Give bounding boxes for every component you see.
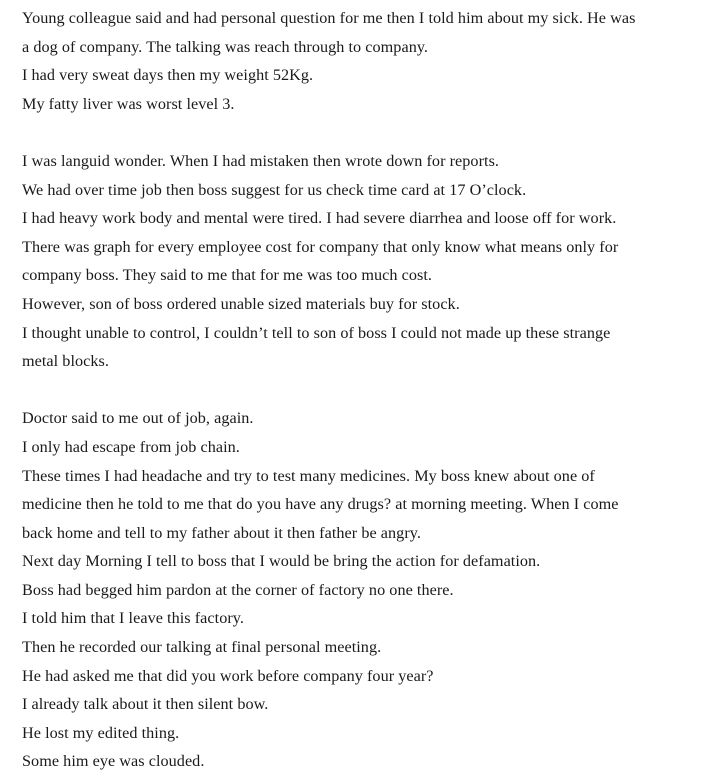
- paragraph-2: [22, 147, 702, 376]
- text-line: However, son of boss ordered unable sized materials buy for stock.: [22, 294, 460, 313]
- text-line: I already talk about it then silent bow.: [22, 695, 269, 714]
- text-line: I had heavy work body and mental were tired. I had severe diarrhea and loose off for work.: [22, 209, 617, 228]
- text-line: He had asked me that did you work before company four year?: [22, 666, 434, 685]
- text-line: Doctor said to me out of job, again.: [22, 409, 254, 428]
- text-line: I had very sweat days then my weight 52Kg.: [22, 66, 314, 85]
- paragraph-3: [22, 404, 702, 776]
- text-line: I was languid wonder. When I had mistaken then wrote down for reports.: [22, 151, 500, 170]
- text-line: My fatty liver was worst level 3.: [22, 94, 235, 113]
- text-line: There was graph for every employee cost for company that only know what means only for: [22, 237, 619, 256]
- text-line: These times I had headache and try to test many medicines. My boss knew about one of: [22, 466, 595, 485]
- text-line: I thought unable to control, I couldn’t tell to son of boss I could not made up these strange: [22, 323, 611, 342]
- text-line: Then he recorded our talking at final personal meeting.: [22, 638, 382, 657]
- text-line: Next day Morning I tell to boss that I would be bring the action for defamation.: [22, 552, 541, 571]
- text-line: Boss had begged him pardon at the corner of factory no one there.: [22, 580, 454, 599]
- text-line: a dog of company. The talking was reach through to company.: [22, 37, 429, 56]
- text-line: company boss. They said to me that for me was too much cost.: [22, 266, 433, 285]
- text-line: back home and tell to my father about it then father be angry.: [22, 523, 421, 542]
- text-line: Some him eye was clouded.: [22, 752, 205, 771]
- paragraph-1: [22, 4, 702, 118]
- text-line: medicine then he told to me that do you have any drugs? at morning meeting. When I come: [22, 495, 619, 514]
- text-line: We had over time job then boss suggest for us check time card at 17 O’clock.: [22, 180, 527, 199]
- text-line: metal blocks.: [22, 352, 109, 371]
- text-line: I told him that I leave this factory.: [22, 609, 244, 628]
- text-line: He lost my edited thing.: [22, 723, 180, 742]
- text-line: Young colleague said and had personal question for me then I told him about my sick. He was: [22, 9, 636, 27]
- document-body: [22, 4, 702, 776]
- text-line: I only had escape from job chain.: [22, 437, 240, 456]
